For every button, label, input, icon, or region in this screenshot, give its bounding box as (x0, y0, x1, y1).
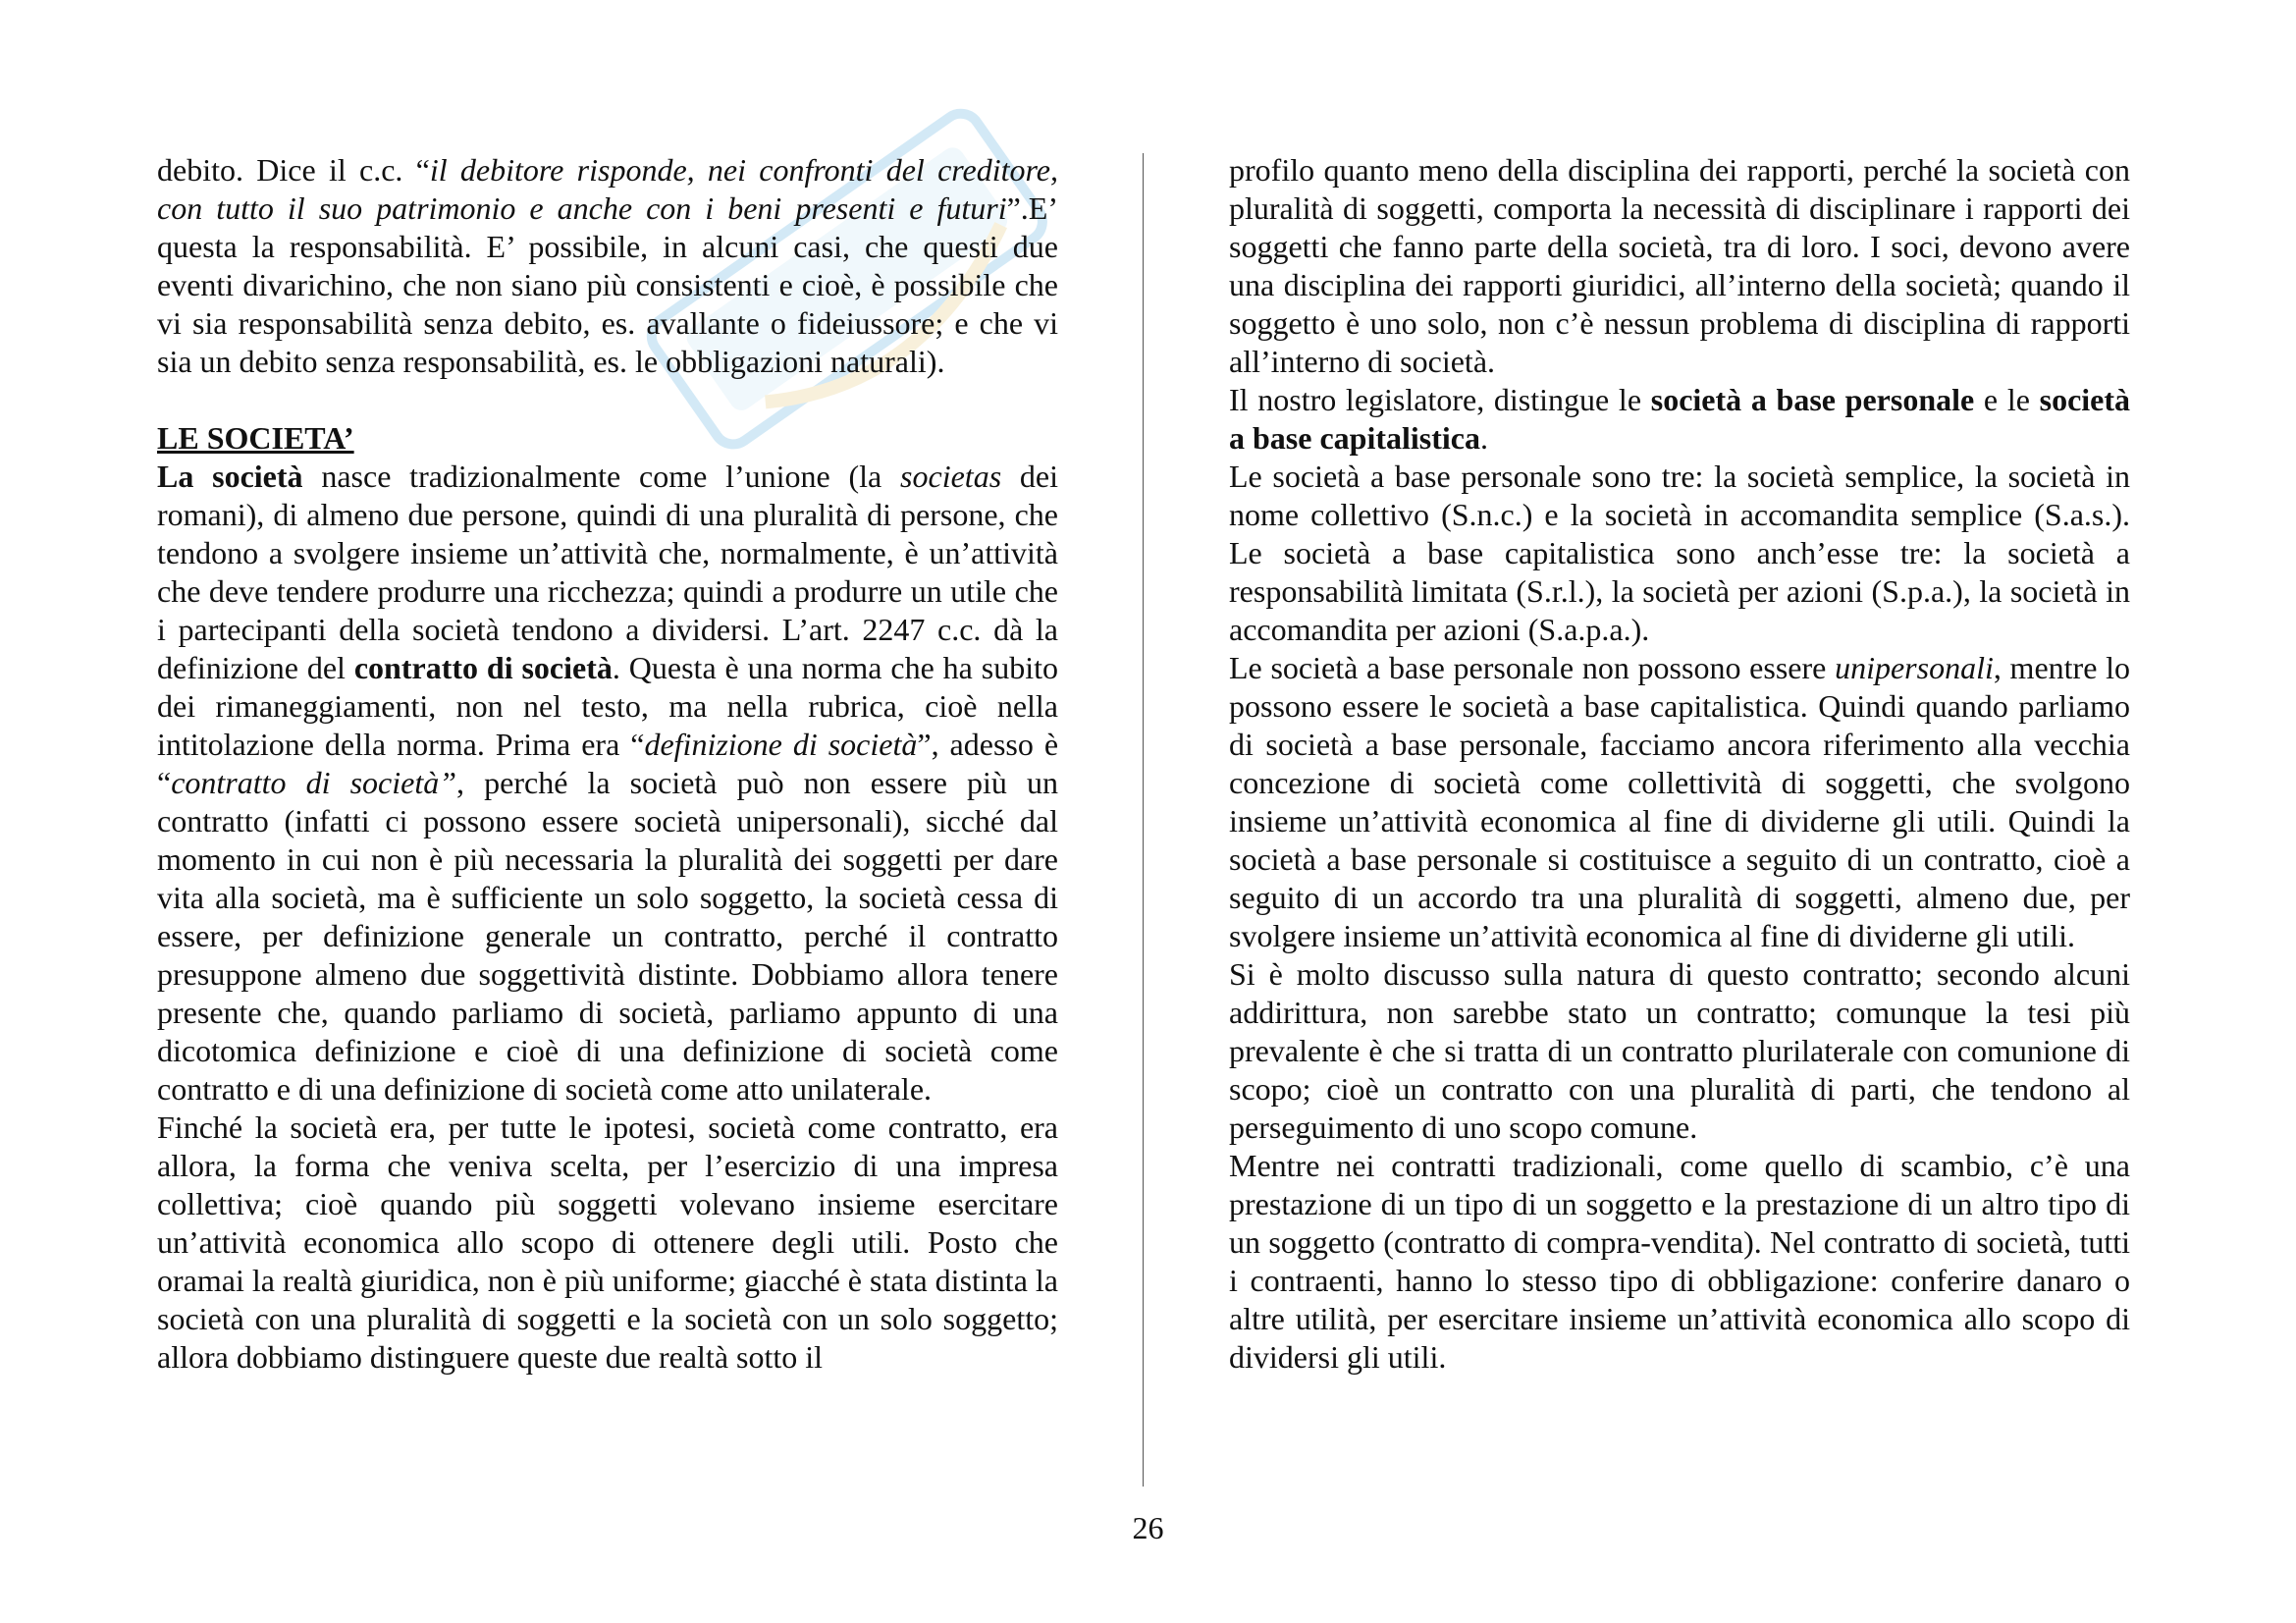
right-column (1229, 151, 2130, 1377)
left-column (157, 151, 1058, 1377)
section-heading: LE SOCIETA’ (157, 420, 354, 456)
paragraph: debito. Dice il c.c. “il debitore risponde, nei confronti del creditore, con tutto il suo patrimonio e anche con i beni presenti e futuri”.E’ questa la responsabilità. E’ possibile, in alcuni casi, che questi due eventi divarichino, che non siano più consistenti e cioè, è possibile che vi sia responsabilità senza debito, es. avallante o fideiussore; e che vi sia un debito senza responsabilità, es. le obbligazioni naturali). (157, 152, 1058, 379)
column-divider (1143, 153, 1144, 1487)
paragraph: La società nasce tradizionalmente come l’unione (la societas dei romani), di almeno due persone, quindi di una pluralità di persone, che tendono a svolgere insieme un’attività che, normalmente, è un’attività che deve tendere produrre una ricchezza; quindi a produrre un utile che i partecipanti della società tendono a dividersi. L’art. 2247 c.c. dà la definizione del contratto di società. Questa è una norma che ha subito dei rimaneggiamenti, non nel testo, ma nella rubrica, cioè nella intitolazione della norma. Prima era “definizione di società”, adesso è “contratto di società”, perché la società può non essere più un contratto (infatti ci possono essere società unipersonali), sicché dal momento in cui non è più necessaria la pluralità dei soggetti per dare vita alla società, ma è sufficiente un solo soggetto, la società cessa di essere, per definizione generale un contratto, perché il contratto presuppone almeno due soggettività distinte. Dobbiamo allora tenere presente che, quando parliamo di società, parliamo appunto di una dicotomica definizione e cioè di una definizione di società come contratto e di una definizione di società come atto unilaterale. (157, 459, 1059, 1107)
paragraph: Le società a base personale sono tre: la società semplice, la società in nome collettivo (S.n.c.) e la società in accomandita semplice (S.a.s.). Le società a base capitalistica sono anch’esse tre: la società a responsabilità limitata (S.r.l.), la società per azioni (S.p.a.), la società in accomandita per azioni (S.a.p.a.). (1229, 459, 2130, 647)
paragraph: Mentre nei contratti tradizionali, come quello di scambio, c’è una prestazione di un tipo di un soggetto e la prestazione di un altro tipo di un soggetto (contratto di compra-vendita). Nel contratto di società, tutti i contraenti, hanno lo stesso tipo di obbligazione: conferire danaro o altre utilità, per esercitare insieme un’attività economica allo scopo di dividersi gli utili. (1229, 1148, 2130, 1375)
paragraph: Si è molto discusso sulla natura di questo contratto; secondo alcuni addirittura, non sarebbe stato un contratto; comunque la tesi più prevalente è che si tratta di un contratto plurilaterale con comunione di scopo; cioè un contratto con una pluralità di parti, che tendono al perseguimento di uno scopo comune. (1229, 956, 2130, 1145)
paragraph: profilo quanto meno della disciplina dei rapporti, perché la società con pluralità di soggetti, comporta la necessità di disciplinare i rapporti dei soggetti che fanno parte della società, tra di loro. I soci, devono avere una disciplina dei rapporti giuridici, all’interno della società; quando il soggetto è uno solo, non c’è nessun problema di disciplina di rapporti all’interno di società. (1229, 152, 2130, 379)
paragraph: Il nostro legislatore, distingue le società a base personale e le società a base capitalistica. (1229, 382, 2131, 456)
page-number: 26 (1132, 1510, 1164, 1545)
paragraph: Finché la società era, per tutte le ipotesi, società come contratto, era allora, la forma che veniva scelta, per l’esercizio di una impresa collettiva; cioè quando più soggetti volevano insieme esercitare un’attività economica allo scopo di ottenere degli utili. Posto che oramai la realtà giuridica, non è più uniforme; giacché è stata distinta la società con una pluralità di soggetti e la società con un solo soggetto; allora dobbiamo distinguere queste due realtà sotto il (157, 1109, 1058, 1375)
paragraph: Le società a base personale non possono essere unipersonali, mentre lo possono essere le società a base capitalistica. Quindi quando parliamo di società a base personale, facciamo ancora riferimento alla vecchia concezione di società come collettività di soggetti, che svolgono insieme un’attività economica al fine di dividerne gli utili. Quindi la società a base personale si costituisce a seguito di un contratto, cioè a seguito di un accordo tra una pluralità di soggetti, almeno due, per svolgere insieme un’attività economica al fine di dividerne gli utili. (1229, 650, 2131, 953)
